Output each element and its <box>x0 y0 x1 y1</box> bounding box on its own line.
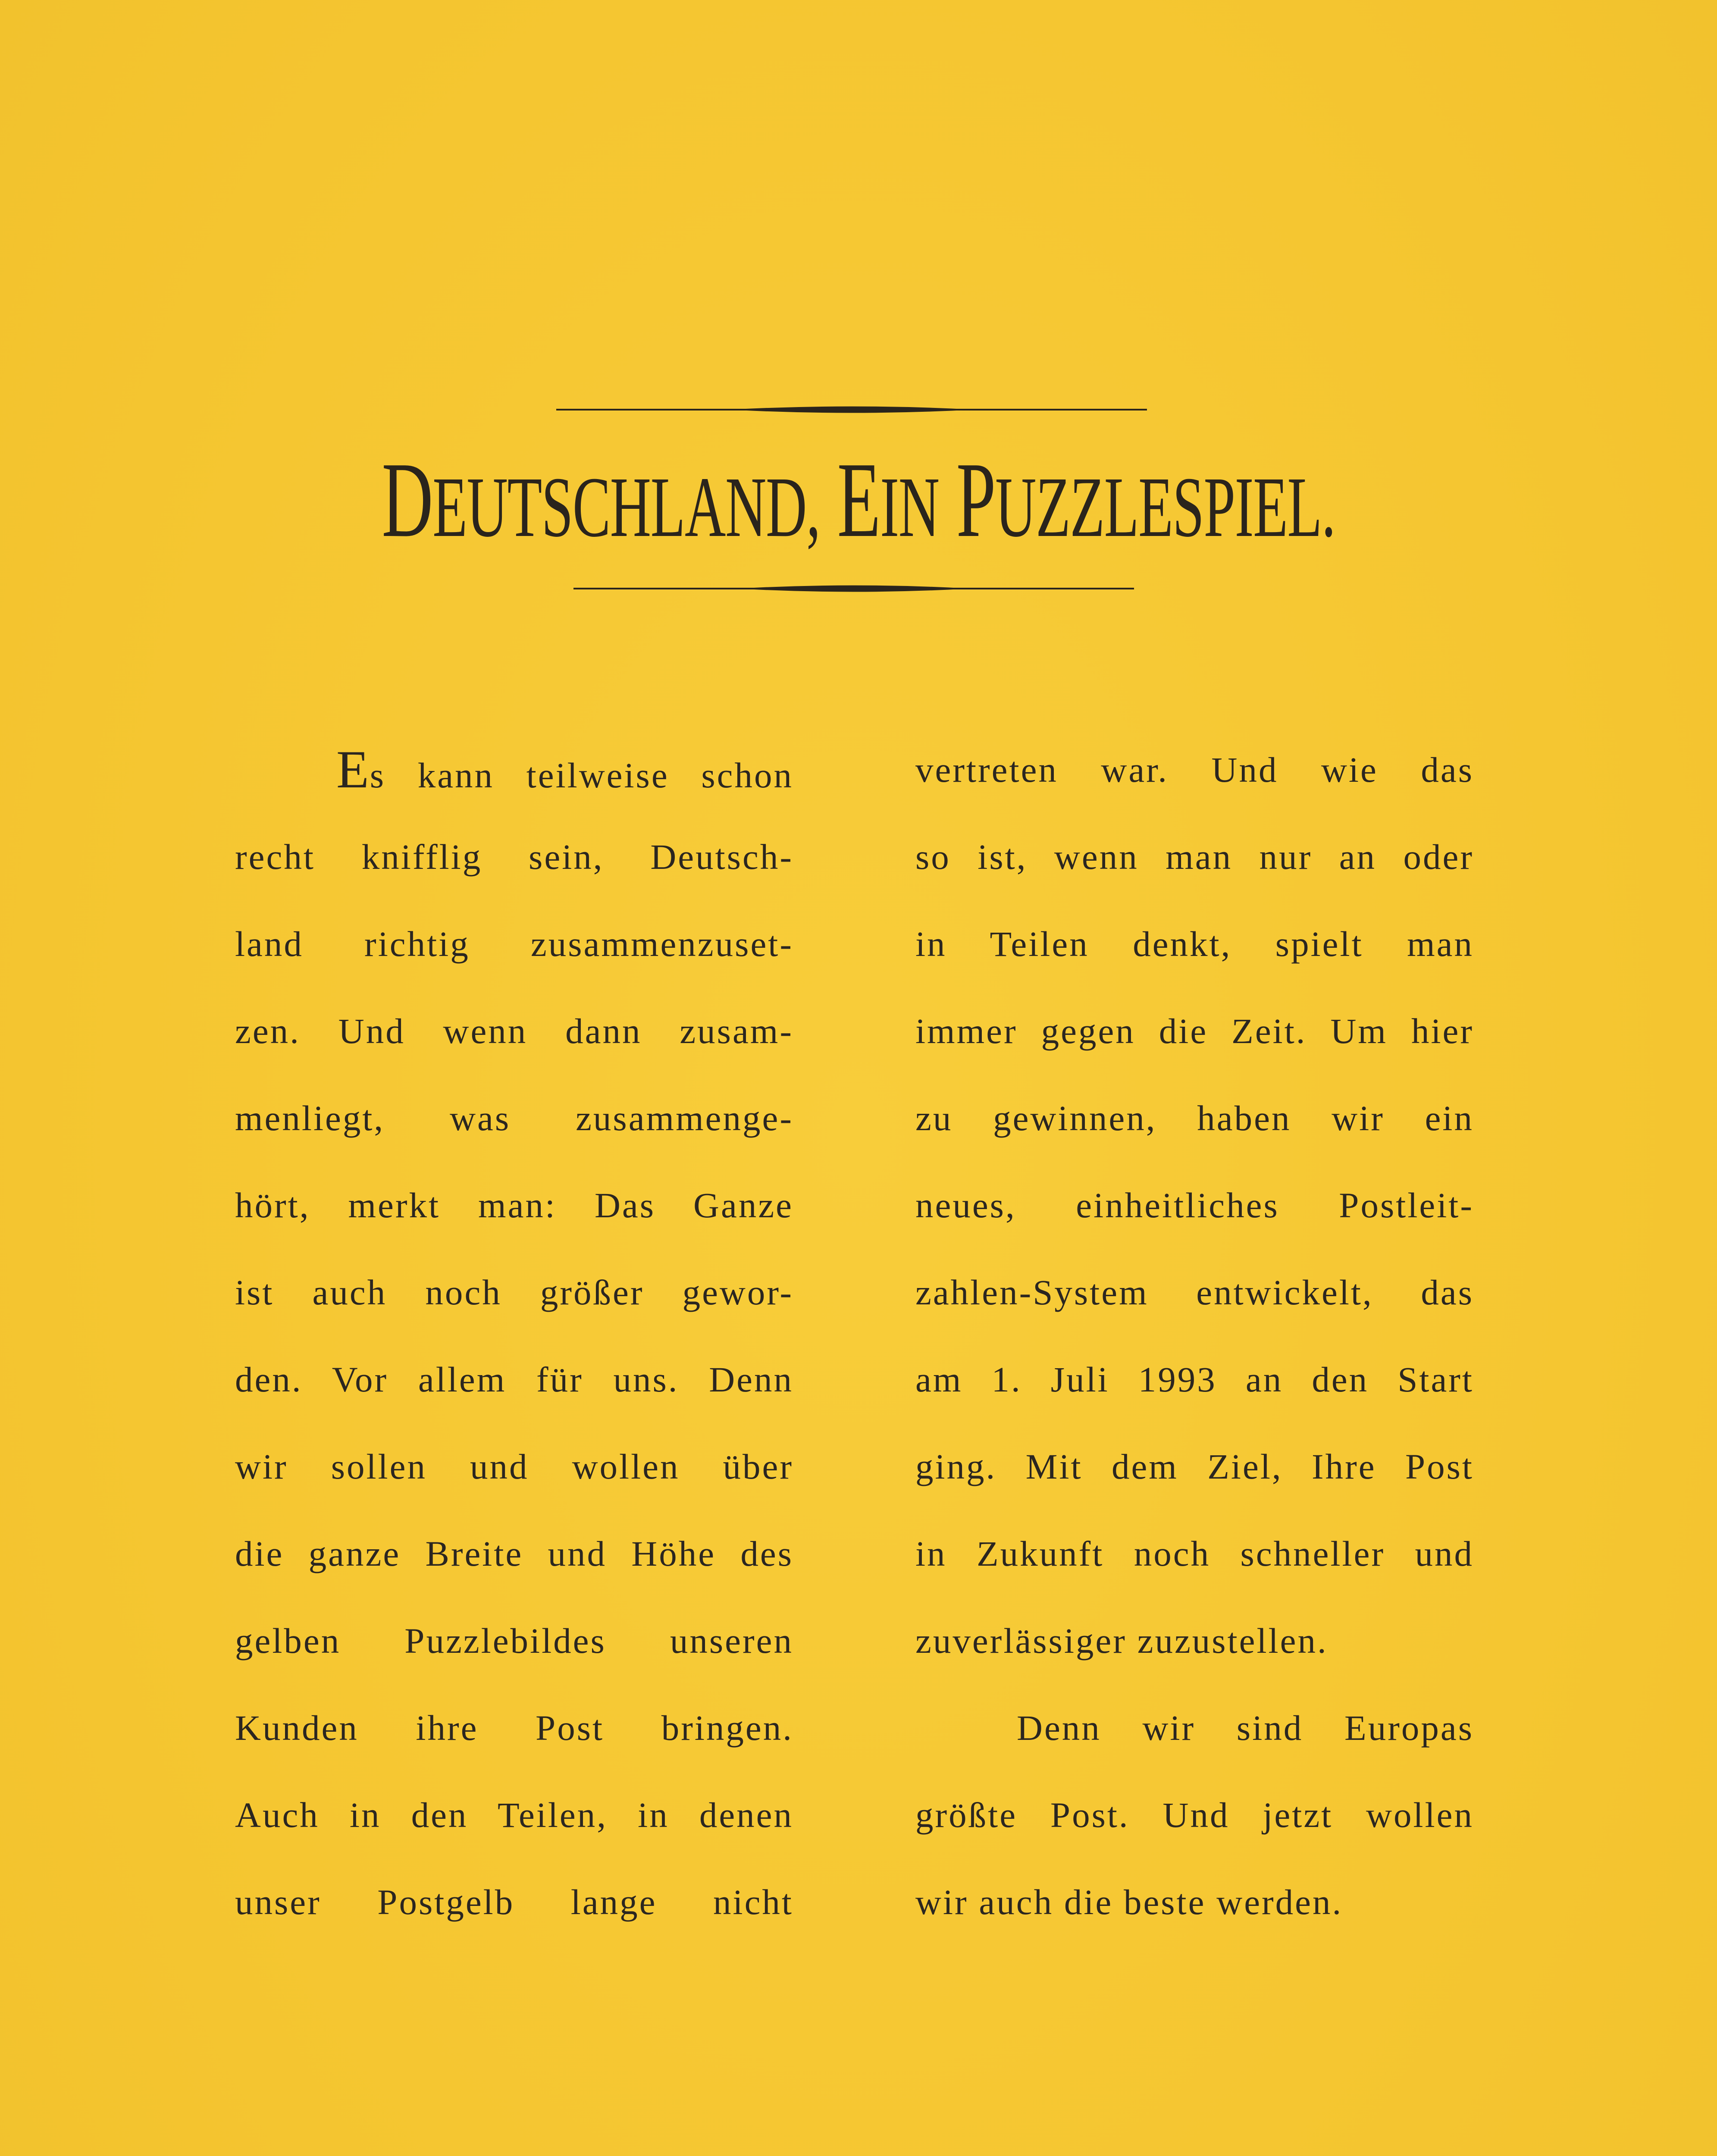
top-ornamental-rule <box>556 403 1147 416</box>
body-line: die ganze Breite und Höhe des <box>235 1534 793 1573</box>
body-line: in Zukunft noch schneller und <box>915 1534 1474 1573</box>
body-line: am 1. Juli 1993 an den Start <box>915 1360 1474 1399</box>
body-line: zu gewinnen, haben wir ein <box>915 1098 1474 1138</box>
headline <box>292 436 1425 572</box>
headline-initial-2: E <box>837 440 880 560</box>
bottom-ornamental-rule <box>573 582 1134 595</box>
body-line: land richtig zusammenzuset- <box>235 924 793 964</box>
body-line: den. Vor allem für uns. Denn <box>235 1360 793 1399</box>
body-line: zuverlässiger zuzustellen. <box>915 1621 1328 1661</box>
headline-word-3: UZZLESPIEL. <box>995 460 1335 555</box>
headline-word-1: EUTSCHLAND, <box>432 460 820 555</box>
body-line: zahlen-System entwickelt, das <box>915 1272 1474 1312</box>
body-line: gelben Puzzlebildes unseren <box>235 1621 793 1661</box>
body-line: Es kann teilweise schon <box>336 740 793 799</box>
body-line: ist auch noch größer gewor- <box>235 1272 793 1312</box>
drop-cap: E <box>336 740 370 799</box>
body-line: wir auch die beste werden. <box>915 1882 1343 1922</box>
body-line: Auch in den Teilen, in denen <box>235 1795 793 1835</box>
body-line: Denn wir sind Europas <box>1017 1708 1474 1748</box>
body-line: immer gegen die Zeit. Um hier <box>915 1011 1474 1051</box>
body-line: recht knifflig sein, Deutsch- <box>235 837 793 877</box>
body-line: Kunden ihre Post bringen. <box>235 1708 793 1748</box>
headline-word-2: IN <box>880 460 939 555</box>
body-line: größte Post. Und jetzt wollen <box>915 1795 1474 1835</box>
body-line: vertreten war. Und wie das <box>915 750 1474 790</box>
body-line: zen. Und wenn dann zusam- <box>235 1011 793 1051</box>
body-line: in Teilen denkt, spielt man <box>915 924 1474 964</box>
headline-initial-3: P <box>956 440 996 560</box>
body-line: menliegt, was zusammenge- <box>235 1098 793 1138</box>
body-line: ging. Mit dem Ziel, Ihre Post <box>915 1447 1474 1486</box>
body-line: neues, einheitliches Postleit- <box>915 1185 1474 1225</box>
body-column-right <box>915 737 1474 1957</box>
body-column-left <box>235 737 793 1957</box>
body-line: hört, merkt man: Das Ganze <box>235 1185 793 1225</box>
body-line: unser Postgelb lange nicht <box>235 1882 793 1922</box>
body-line: so ist, wenn man nur an oder <box>915 837 1474 877</box>
body-line: wir sollen und wollen über <box>235 1447 793 1486</box>
headline-initial-1: D <box>382 440 433 560</box>
